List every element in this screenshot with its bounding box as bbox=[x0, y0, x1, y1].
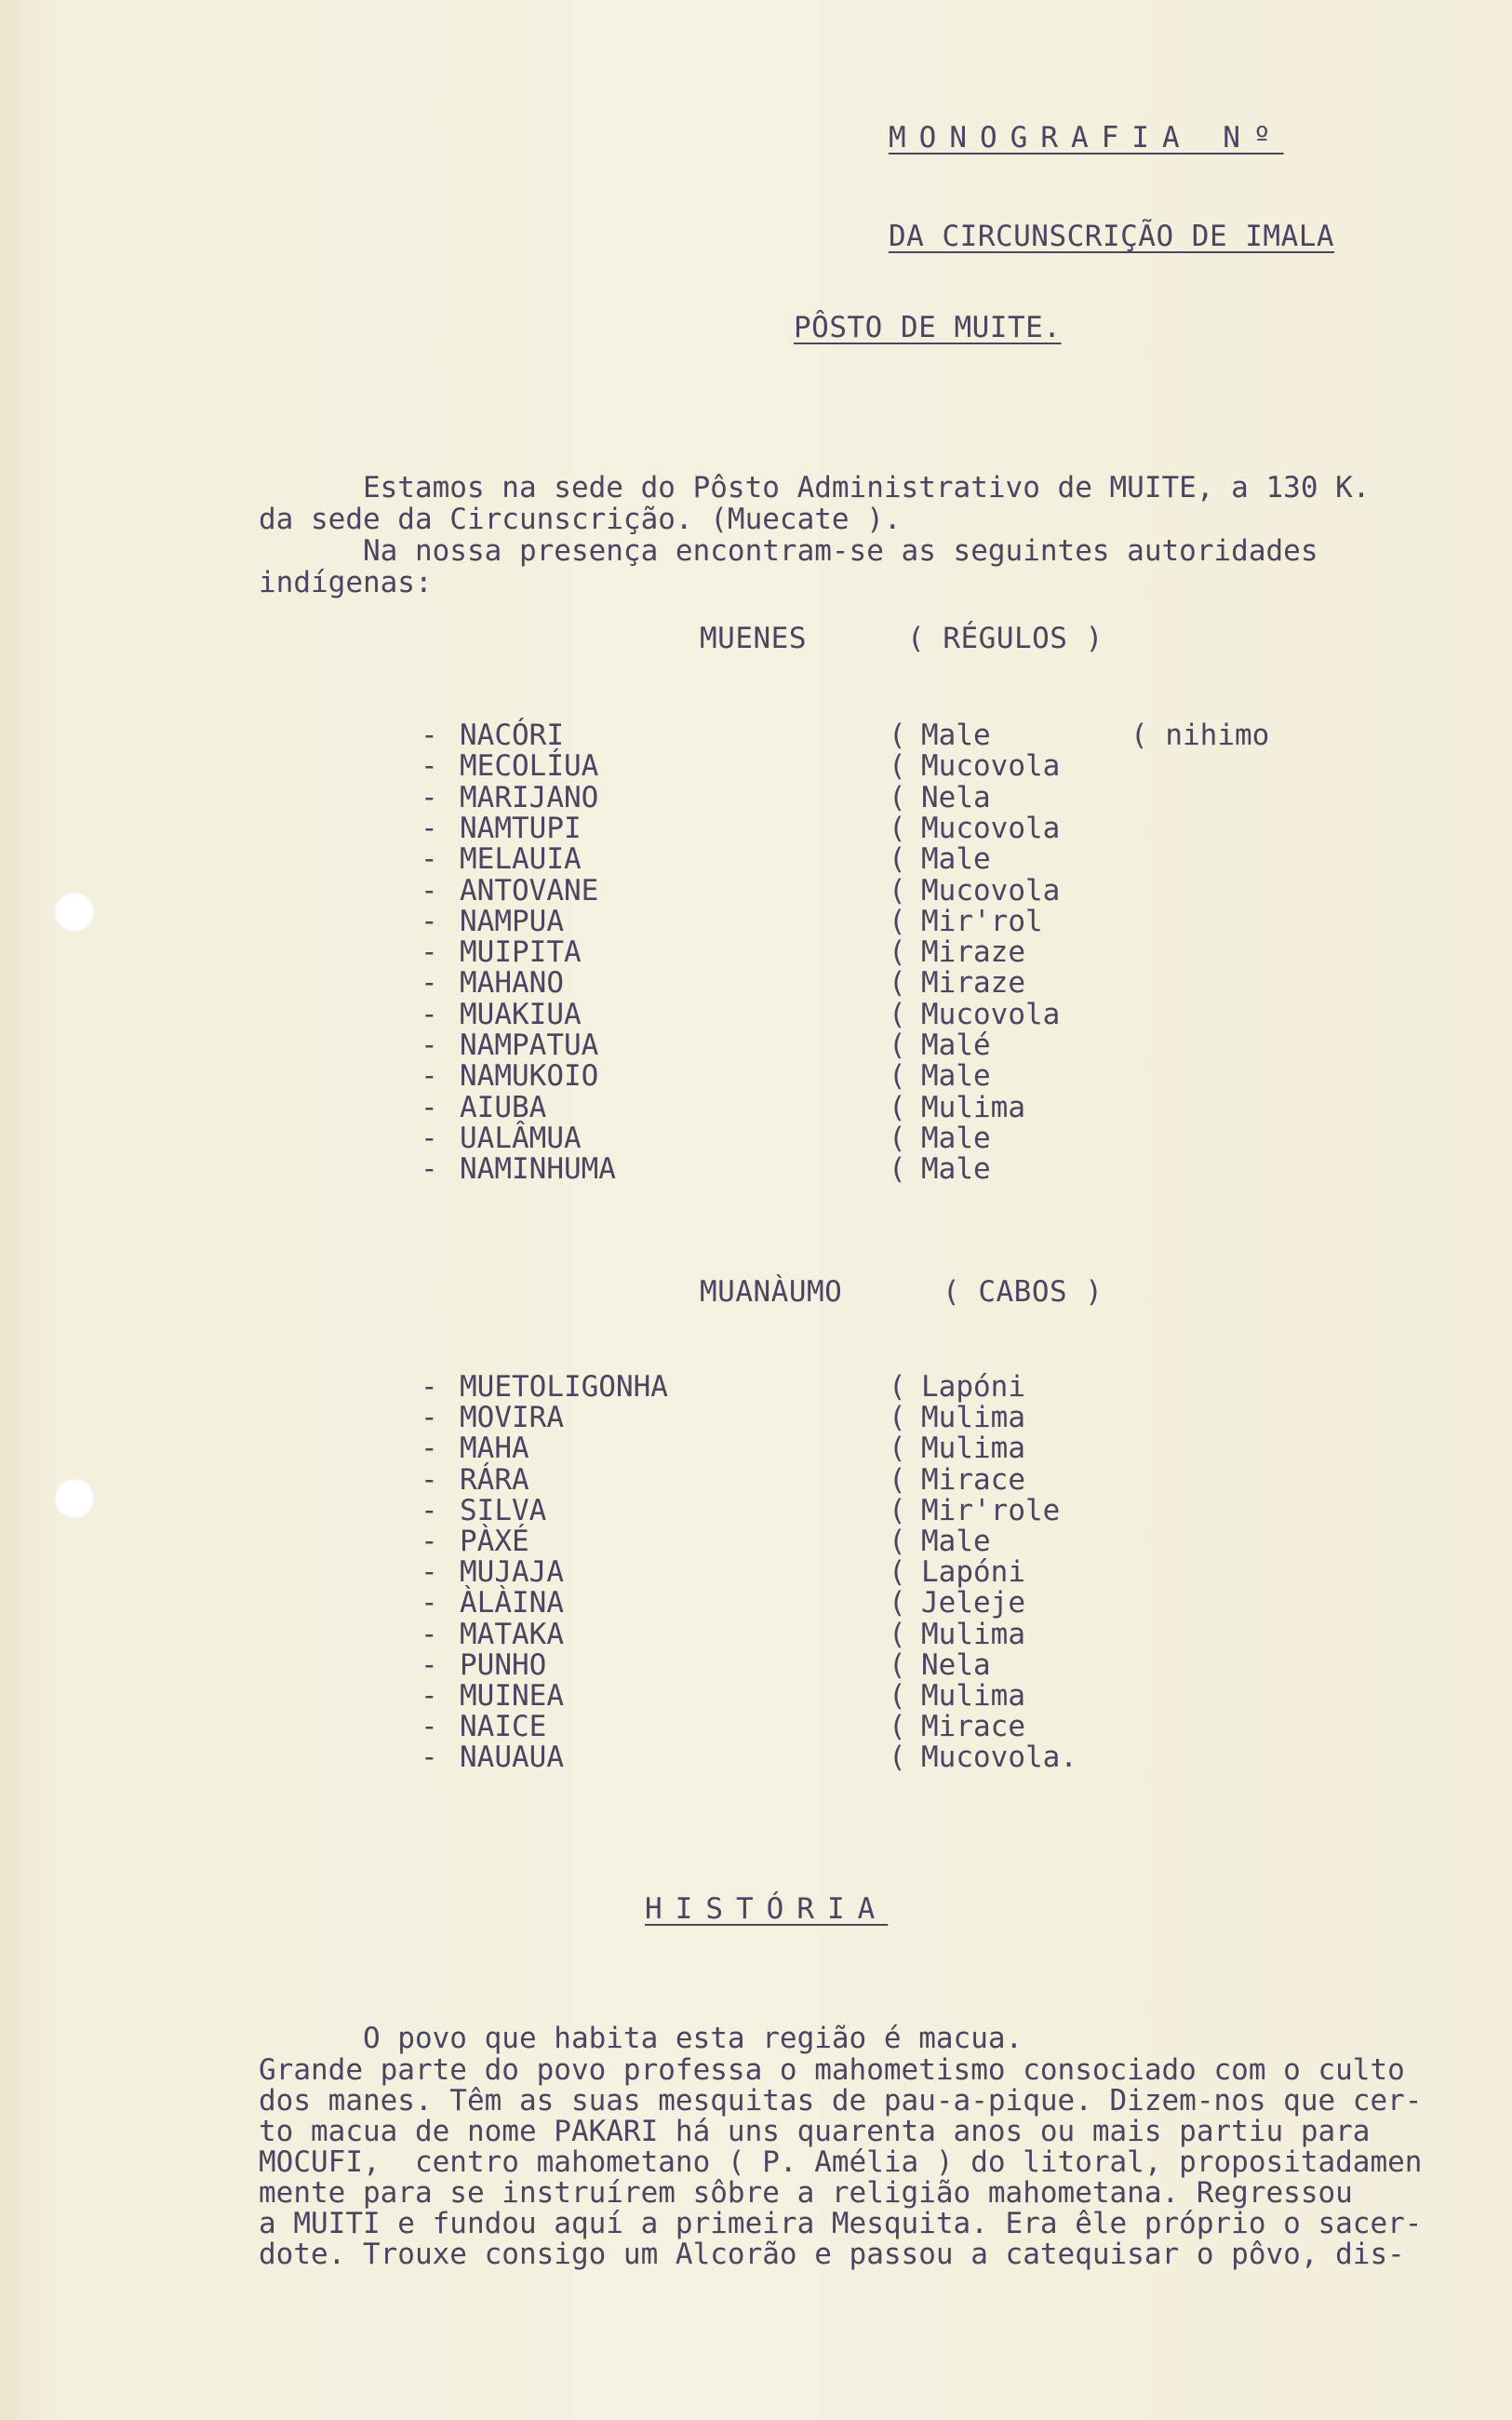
authority-name: NAMUKOIO bbox=[460, 1059, 599, 1094]
dash-marker: - bbox=[421, 842, 438, 877]
paren-marker: ( bbox=[889, 780, 906, 814]
dash-marker: - bbox=[421, 1401, 438, 1435]
paren-marker: ( bbox=[889, 1525, 906, 1558]
historia-line: a MUITI e fundou aquí a primeira Mesquita. Era êle próprio o sacer- bbox=[259, 2207, 1423, 2240]
paren-marker: ( bbox=[889, 1121, 906, 1155]
dash-marker: - bbox=[421, 1555, 438, 1590]
dash-marker: - bbox=[421, 1617, 438, 1651]
intro-line: da sede da Circunscrição. (Muecate ). bbox=[259, 503, 902, 536]
authority-name: MUINEA bbox=[460, 1679, 564, 1713]
muenes-heading: MUENES bbox=[700, 622, 807, 655]
authority-name: NAMTUPI bbox=[460, 811, 582, 845]
authority-place: Lapóni bbox=[921, 1370, 1025, 1404]
authority-place: Male bbox=[921, 1121, 991, 1155]
dash-marker: - bbox=[421, 1647, 438, 1682]
historia-line: to macua de nome PAKARI há uns quarenta anos ou mais partiu para bbox=[259, 2115, 1371, 2148]
punch-hole bbox=[54, 892, 95, 933]
authority-place: Mucovola bbox=[921, 811, 1061, 845]
historia-line: mente para se instruírem sôbre a religião mahometana. Regressou bbox=[259, 2176, 1353, 2210]
authority-name: AIUBA bbox=[460, 1090, 547, 1124]
authority-name: ÀLÀINA bbox=[460, 1586, 564, 1620]
paren-marker: ( bbox=[889, 1710, 906, 1744]
authority-place: Mulima bbox=[921, 1432, 1025, 1466]
authority-place: Malé bbox=[921, 1028, 991, 1062]
muanaumo-heading: MUANÀUMO bbox=[700, 1275, 843, 1309]
intro-line: indígenas: bbox=[259, 566, 433, 599]
paren-marker: ( bbox=[889, 997, 906, 1031]
authority-name: NAMINHUMA bbox=[460, 1152, 616, 1187]
authority-place: Jeleje bbox=[921, 1586, 1025, 1620]
authority-name: NAMPUA bbox=[460, 904, 564, 938]
paren-marker: ( bbox=[889, 966, 906, 1001]
paren-marker: ( bbox=[889, 1432, 906, 1466]
authority-name: MARIJANO bbox=[460, 780, 599, 814]
authority-place: Lapóni bbox=[921, 1555, 1025, 1590]
authority-name: MUAKIUA bbox=[460, 997, 582, 1031]
punch-hole bbox=[54, 1478, 95, 1519]
dash-marker: - bbox=[421, 749, 438, 784]
authority-name: MAHA bbox=[460, 1432, 529, 1466]
paren-marker: ( bbox=[889, 1617, 906, 1651]
authority-place: Male bbox=[921, 1059, 991, 1094]
dash-marker: - bbox=[421, 1090, 438, 1124]
dash-marker: - bbox=[421, 1432, 438, 1466]
authority-name: MUIPITA bbox=[460, 935, 582, 970]
paren-marker: ( bbox=[889, 1370, 906, 1404]
paren-marker: ( bbox=[889, 1647, 906, 1682]
paren-marker: ( bbox=[889, 1741, 906, 1775]
dash-marker: - bbox=[421, 1525, 438, 1558]
authority-name: RÁRA bbox=[460, 1462, 529, 1497]
dash-marker: - bbox=[421, 904, 438, 938]
paren-marker: ( bbox=[889, 873, 906, 908]
historia-line: dos manes. Têm as suas mesquitas de pau-a-pique. Dizem-nos que cer- bbox=[259, 2084, 1423, 2118]
authority-place: Nela bbox=[921, 780, 991, 814]
authority-place: Mir'role bbox=[921, 1493, 1061, 1527]
dash-marker: - bbox=[421, 1028, 438, 1062]
authority-name: MAHANO bbox=[460, 966, 564, 1001]
dash-marker: - bbox=[421, 935, 438, 970]
paren-marker: ( bbox=[889, 1090, 906, 1124]
paren-marker: ( bbox=[889, 1462, 906, 1497]
authority-place: Nela bbox=[921, 1647, 991, 1682]
authority-place: Mulima bbox=[921, 1617, 1025, 1651]
authority-name: PÀXÉ bbox=[460, 1525, 529, 1558]
authority-place: Mirace bbox=[921, 1710, 1025, 1744]
authority-place: Mucovola bbox=[921, 997, 1061, 1031]
authority-name: ANTOVANE bbox=[460, 873, 599, 908]
authority-name: MELAUIA bbox=[460, 842, 582, 877]
authority-place: Miraze bbox=[921, 966, 1025, 1001]
authority-name: SILVA bbox=[460, 1493, 547, 1527]
dash-marker: - bbox=[421, 1586, 438, 1620]
historia-line: Grande parte do povo professa o mahometismo consociado com o culto bbox=[259, 2053, 1405, 2087]
monografia-title: MONOGRAFIA Nº bbox=[889, 121, 1284, 155]
dash-marker: - bbox=[421, 1152, 438, 1187]
dash-marker: - bbox=[421, 966, 438, 1001]
dash-marker: - bbox=[421, 780, 438, 814]
dash-marker: - bbox=[421, 1741, 438, 1775]
dash-marker: - bbox=[421, 1121, 438, 1155]
dash-marker: - bbox=[421, 1462, 438, 1497]
authority-place: Mucovola bbox=[921, 749, 1061, 784]
paren-marker: ( bbox=[889, 1679, 906, 1713]
authority-note: ( nihimo bbox=[1131, 719, 1270, 752]
authority-name: UALÂMUA bbox=[460, 1121, 582, 1155]
dash-marker: - bbox=[421, 719, 438, 752]
posto-title: PÔSTO DE MUITE. bbox=[794, 311, 1062, 344]
authority-place: Mulima bbox=[921, 1401, 1025, 1435]
authority-place: Mulima bbox=[921, 1090, 1025, 1124]
authority-place: Male bbox=[921, 1152, 991, 1187]
authority-place: Male bbox=[921, 1525, 991, 1558]
authority-place: Mulima bbox=[921, 1679, 1025, 1713]
authority-name: MUETOLIGONHA bbox=[460, 1370, 668, 1404]
authority-name: MOVIRA bbox=[460, 1401, 564, 1435]
authority-name: MATAKA bbox=[460, 1617, 564, 1651]
dash-marker: - bbox=[421, 997, 438, 1031]
authority-place: Male bbox=[921, 842, 991, 877]
paren-marker: ( bbox=[889, 842, 906, 877]
authority-place: Mirace bbox=[921, 1462, 1025, 1497]
dash-marker: - bbox=[421, 1679, 438, 1713]
authority-place: Mucovola. bbox=[921, 1741, 1077, 1775]
paren-marker: ( bbox=[889, 1555, 906, 1590]
dash-marker: - bbox=[421, 1710, 438, 1744]
authority-name: NAUAUA bbox=[460, 1741, 564, 1775]
historia-line: MOCUFI, centro mahometano ( P. Amélia ) do litoral, propositadamen bbox=[259, 2145, 1423, 2179]
dash-marker: - bbox=[421, 1493, 438, 1527]
paren-marker: ( bbox=[889, 719, 906, 752]
historia-line: O povo que habita esta região é macua. bbox=[259, 2022, 1024, 2055]
authority-place: Male bbox=[921, 719, 991, 752]
authority-place: Miraze bbox=[921, 935, 1025, 970]
dash-marker: - bbox=[421, 873, 438, 908]
authority-name: MUJAJA bbox=[460, 1555, 564, 1590]
authority-place: Mir'rol bbox=[921, 904, 1043, 938]
authority-name: NAMPATUA bbox=[460, 1028, 599, 1062]
paren-marker: ( bbox=[889, 1586, 906, 1620]
historia-line: dote. Trouxe consigo um Alcorão e passou a catequisar o pôvo, dis- bbox=[259, 2238, 1405, 2271]
regulos-subheading: ( RÉGULOS ) bbox=[907, 622, 1104, 655]
intro-line: Estamos na sede do Pôsto Administrativo de MUITE, a 130 K. bbox=[259, 471, 1371, 504]
dash-marker: - bbox=[421, 1059, 438, 1094]
historia-heading: HISTÓRIA bbox=[645, 1892, 889, 1926]
authority-name: NACÓRI bbox=[460, 719, 564, 752]
paren-marker: ( bbox=[889, 904, 906, 938]
authority-name: MECOLÍUA bbox=[460, 749, 599, 784]
authority-place: Mucovola bbox=[921, 873, 1061, 908]
paren-marker: ( bbox=[889, 935, 906, 970]
paren-marker: ( bbox=[889, 1059, 906, 1094]
paren-marker: ( bbox=[889, 1152, 906, 1187]
dash-marker: - bbox=[421, 811, 438, 845]
authority-name: PUNHO bbox=[460, 1647, 547, 1682]
cabos-subheading: ( CABOS ) bbox=[943, 1275, 1104, 1309]
paren-marker: ( bbox=[889, 1401, 906, 1435]
authority-name: NAICE bbox=[460, 1710, 547, 1744]
paren-marker: ( bbox=[889, 1028, 906, 1062]
paren-marker: ( bbox=[889, 1493, 906, 1527]
intro-line: Na nossa presença encontram-se as seguintes autoridades bbox=[259, 534, 1318, 568]
circunscricao-title: DA CIRCUNSCRIÇÃO DE IMALA bbox=[889, 220, 1335, 253]
paren-marker: ( bbox=[889, 749, 906, 784]
dash-marker: - bbox=[421, 1370, 438, 1404]
paren-marker: ( bbox=[889, 811, 906, 845]
